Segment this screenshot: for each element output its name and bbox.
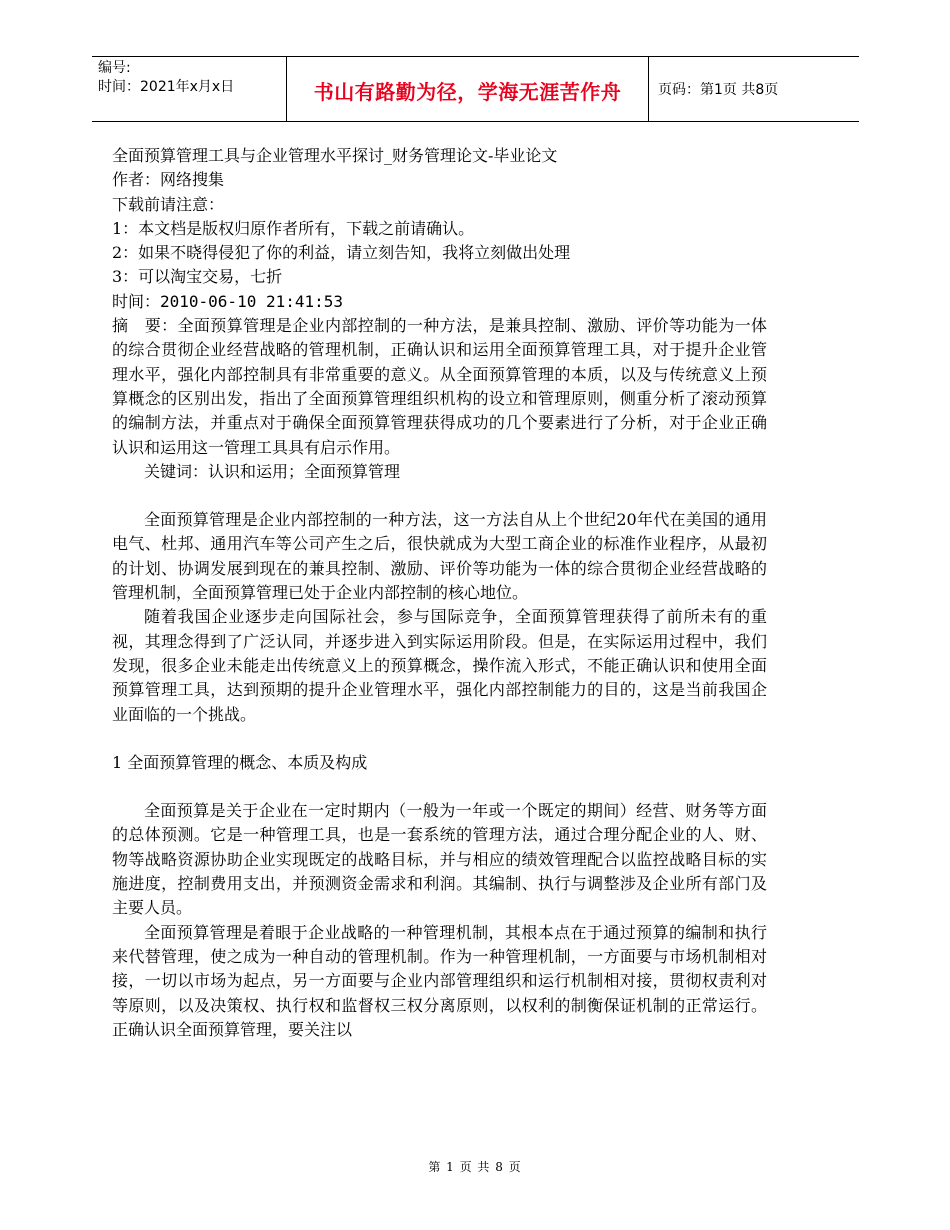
notice-item-2: 2：如果不晓得侵犯了你的利益，请立刻告知，我将立刻做出处理 <box>112 243 571 263</box>
document-date-label: 时间：2021年x月x日 <box>98 79 235 95</box>
body-paragraph: 全面预算管理是着眼于企业战略的一种管理机制，其根本点在于通过预算的编制和执行来代替管理，使之成为一种自动的管理机制。作为一种管理机制，一方面要与市场机制相对接，一切以市场为起点，另一方面要与企业内部管理组织和运行机制相对接，贯彻权责利对等原则，以及决策权、执行权和监督权三权分离原则，以权利的制衡保证机制的正常运行。正确认识全面预算管理，要关注以 <box>112 922 767 1039</box>
header-motto: 书山有路勤为径，学海无涯苦作舟 <box>313 80 622 104</box>
paragraph-spacer <box>112 775 767 799</box>
abstract-paragraph: 摘 要：全面预算管理是企业内部控制的一种方法，是兼具控制、激励、评价等功能为一体的综合贯彻企业经营战略的管理机制，正确认识和运用全面预算管理工具，对于提升企业管理水平，强化内部控制具有非常重要的意义。从全面预算管理的本质，以及与传统意义上预算概念的区别出发，指出了全面预算管理组织机构的设立和管理原则，侧重分析了滚动预算的编制方法，并重点对于确保全面预算管理获得成功的几个要素进行了分析，对于企业正确认识和运用这一管理工具具有启示作用。 <box>112 316 767 457</box>
header-meta <box>98 59 284 97</box>
author-line: 作者：网络搜集 <box>112 170 225 190</box>
header-page-info: 页码：第1页 共8页 <box>658 82 779 98</box>
notice-heading: 下载前请注意： <box>112 194 225 214</box>
body-paragraph: 全面预算是关于企业在一定时期内（一般为一年或一个既定的期间）经营、财务等方面的总体预测。它是一种管理工具，也是一套系统的管理方法，通过合理分配企业的人、财、物等战略资源协助企业实现既定的战略目标，并与相应的绩效管理配合以监控战略目标的实施进度，控制费用支出，并预测资金需求和利润。其编制、执行与调整涉及企业所有部门及主要人员。 <box>112 801 767 918</box>
document-body <box>112 144 767 1042</box>
keywords-line: 关键词：认识和运用；全面预算管理 <box>144 461 401 481</box>
notice-item-3: 3：可以淘宝交易，七折 <box>112 267 283 287</box>
section-heading: 1 全面预算管理的概念、本质及构成 <box>112 752 368 772</box>
header-divider <box>648 57 649 121</box>
paragraph-spacer <box>112 484 767 508</box>
document-number-label: 编号: <box>98 60 131 76</box>
page-footer: 第 1 页 共 8 页 <box>428 1160 522 1174</box>
notice-item-1: 1：本文档是版权归原作者所有，下载之前请确认。 <box>112 218 475 238</box>
page-header <box>92 56 859 122</box>
timestamp-line: 时间：2010-06-10 21:41:53 <box>112 291 344 311</box>
document-title: 全面预算管理工具与企业管理水平探讨_财务管理论文-毕业论文 <box>112 146 558 165</box>
paragraph-spacer <box>112 727 767 751</box>
body-paragraph: 随着我国企业逐步走向国际社会，参与国际竞争，全面预算管理获得了前所未有的重视，其理念得到了广泛认同，并逐步进入到实际运用阶段。但是，在实际运用过程中，我们发现，很多企业未能走出传统意义上的预算概念，操作流入形式，不能正确认识和使用全面预算管理工具，达到预期的提升企业管理水平，强化内部控制能力的目的，这是当前我国企业面临的一个挑战。 <box>112 607 767 724</box>
body-paragraph: 全面预算管理是企业内部控制的一种方法，这一方法自从上个世纪20年代在美国的通用电气、杜邦、通用汽车等公司产生之后，很快就成为大型工商企业的标准作业程序，从最初的计划、协调发展到现在的兼具控制、激励、评价等功能为一体的综合贯彻企业经营战略的管理机制，全面预算管理已处于企业内部控制的核心地位。 <box>112 510 767 603</box>
